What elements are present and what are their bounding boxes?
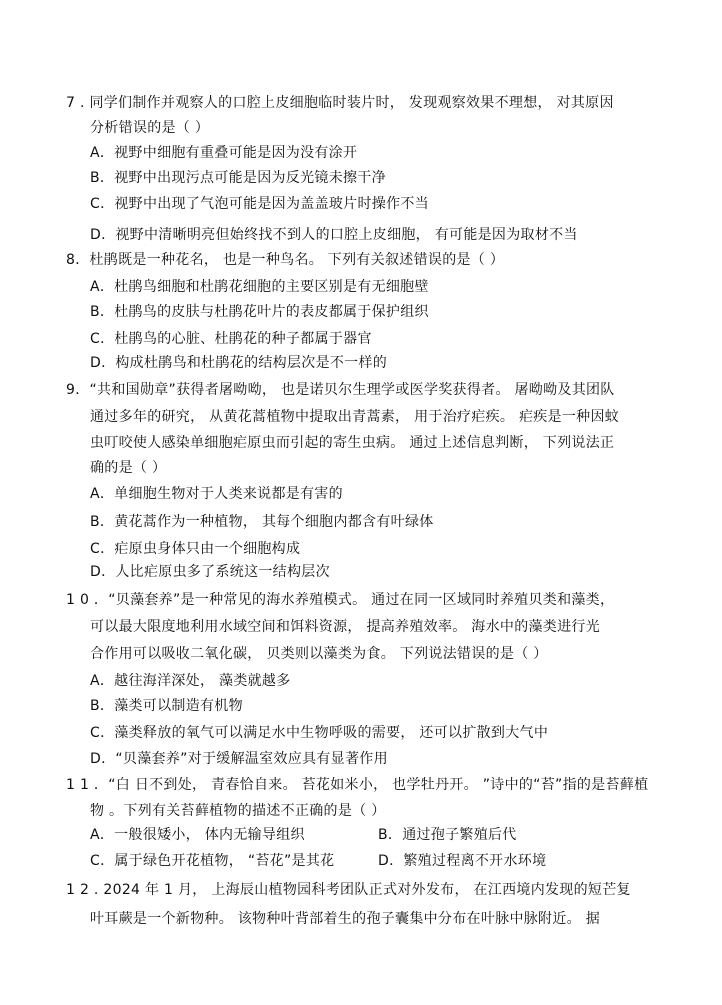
- question-9-stem-line-2: 通过多年的研究， 从黄花蒿植物中提取出青蒿素， 用于治疗疟疾。 疟疾是一种因蚊: [90, 409, 620, 425]
- question-10-stem-line-1: 1 0 ．“贝藻套养”是一种常见的海水养殖模式。 通过在同一区域同时养殖贝类和藻类，: [66, 592, 615, 608]
- question-10-stem-line-3: 合作用可以吸收二氧化碳， 贝类则以藻类为食。 下列说法错误的是（ ）: [90, 646, 548, 662]
- question-10-option-a: A．越往海洋深处， 藻类就越多: [90, 673, 291, 689]
- question-7-stem-line-2: 分析错误的是（ ）: [90, 120, 210, 136]
- question-9-option-a: A．单细胞生物对于人类来说都是有害的: [90, 486, 343, 502]
- question-9-option-b: B．黄花蒿作为一种植物， 其每个细胞内都含有叶绿体: [90, 514, 434, 530]
- question-9-stem-line-4: 确的是（ ）: [90, 460, 167, 476]
- question-10-stem-line-2: 可以最大限度地利用水域空间和饵料资源， 提高养殖效率。 海水中的藻类进行光: [90, 619, 600, 635]
- question-7-stem-line-1: 7 . 同学们制作并观察人的口腔上皮细胞临时装片时， 发现观察效果不理想， 对其原因: [66, 95, 614, 111]
- question-9-option-d: D．人比疟原虫多了系统这一结构层次: [90, 564, 330, 580]
- question-7-option-a: A．视野中细胞有重叠可能是因为没有涂开: [90, 145, 358, 161]
- question-11-stem-line-1: 1 1 ．“白 日不到处， 青春恰自来。 苔花如米小， 也学牡丹开。 ”诗中的“苔”指的是苔藓植: [66, 777, 649, 793]
- question-11-option-b: B．通过孢子繁殖后代: [378, 827, 517, 843]
- question-8-option-b: B．杜鹃鸟的皮肤与杜鹃花叶片的表皮都属于保护组织: [90, 304, 429, 320]
- question-9-option-c: C．疟原虫身体只由一个细胞构成: [90, 541, 301, 557]
- question-9-stem-line-3: 虫叮咬使人感染单细胞疟原虫而引起的寄生虫病。 通过上述信息判断， 下列说法正: [90, 435, 615, 451]
- question-11-option-c: C．属于绿色开花植物， “苔花”是其花: [90, 853, 335, 869]
- question-8-option-c: C．杜鹃鸟的心脏、杜鹃花的种子都属于器官: [90, 331, 372, 347]
- question-12-stem-line-2: 叶耳蕨是一个新物种。 该物种叶背部着生的孢子囊集中分布在叶脉中脉附近。 据: [90, 911, 600, 927]
- question-12-stem-line-1: 1 2 . 2024 年 1 月， 上海辰山植物园科考团队正式对外发布， 在江西境内发现的短芒复: [66, 882, 631, 898]
- question-11-option-a: A．一般很矮小， 体内无输导组织: [90, 827, 305, 843]
- question-10-option-b: B．藻类可以制造有机物: [90, 698, 243, 714]
- question-8-stem-line-1: 8．杜鹃既是一种花名， 也是一种鸟名。 下列有关叙述错误的是（ ）: [66, 252, 505, 268]
- question-8-option-a: A．杜鹃鸟细胞和杜鹃花细胞的主要区别是有无细胞壁: [90, 279, 429, 295]
- question-8-option-d: D．构成杜鹃鸟和杜鹃花的结构层次是不一样的: [90, 355, 388, 371]
- question-11-option-d: D．繁殖过程离不开水环境: [378, 853, 547, 869]
- question-7-option-b: B．视野中出现污点可能是因为反光镜未擦干净: [90, 170, 386, 186]
- question-7-option-d: D．视野中清晰明亮但始终找不到人的口腔上皮细胞， 有可能是因为取材不当: [90, 227, 578, 243]
- question-9-stem-line-1: 9．“共和国勋章”获得者屠呦呦， 也是诺贝尔生理学或医学奖获得者。 屠呦呦及其团队: [66, 382, 615, 398]
- question-11-stem-line-2: 物 。下列有关苔藓植物的描述不正确的是（ ）: [90, 803, 386, 819]
- question-10-option-c: C．藻类释放的氧气可以满足水中生物呼吸的需要， 还可以扩散到大气中: [90, 725, 549, 741]
- question-10-option-d: D．“贝藻套养”对于缓解温室效应具有显著作用: [90, 751, 388, 767]
- question-7-option-c: C．视野中出现了气泡可能是因为盖盖玻片时操作不当: [90, 196, 429, 212]
